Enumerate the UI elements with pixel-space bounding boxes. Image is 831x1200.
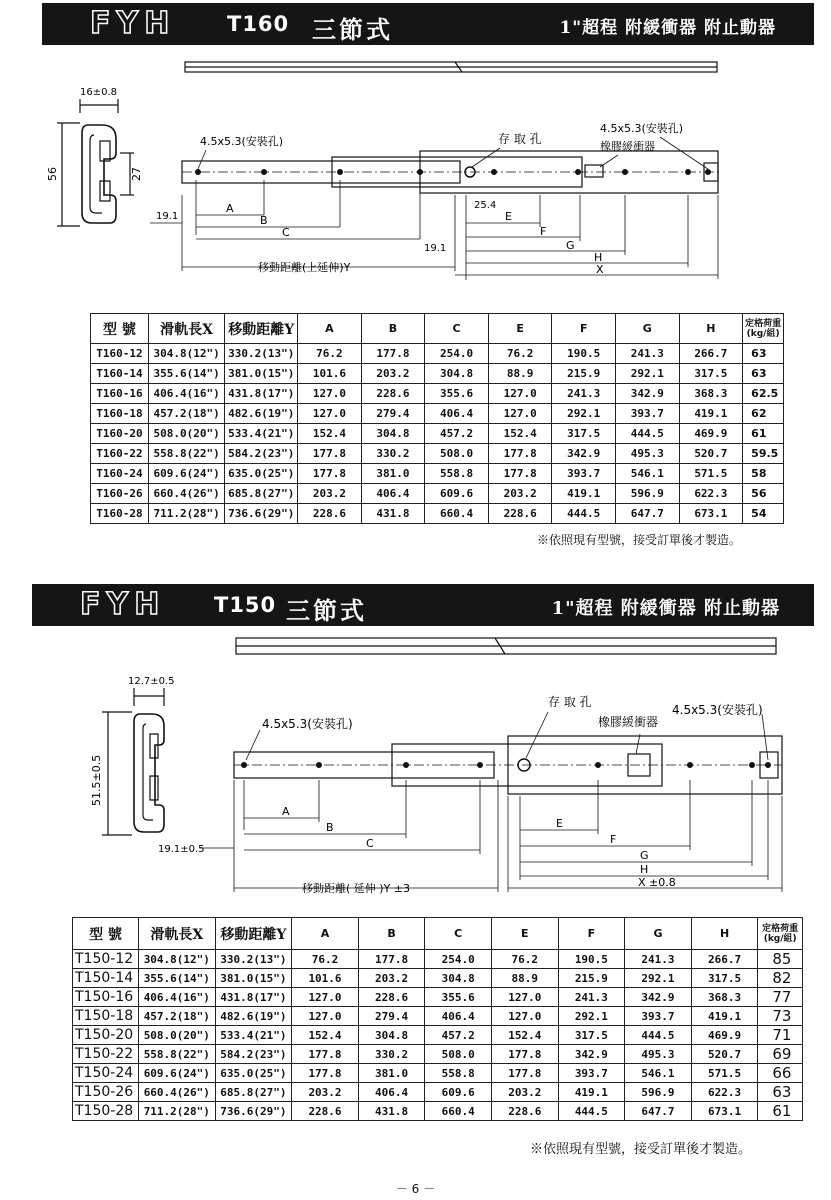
value-cell: 127.0: [488, 404, 552, 424]
rated-load-cell: 56: [743, 484, 784, 504]
rated-load-cell: 71: [758, 1026, 803, 1045]
value-cell: 381.0(15"): [225, 364, 298, 384]
value-cell: 406.4: [358, 1083, 425, 1102]
col-a: A: [298, 314, 362, 344]
value-cell: 736.6(29"): [215, 1102, 292, 1121]
rated-load-cell: 61: [743, 424, 784, 444]
dim-a-label: A: [282, 805, 290, 818]
value-cell: 355.6(14"): [148, 364, 225, 384]
value-cell: 419.1: [691, 1007, 758, 1026]
table-row: [91, 384, 784, 404]
value-cell: 317.5: [679, 364, 743, 384]
value-cell: 685.8(27"): [225, 484, 298, 504]
value-cell: 317.5: [552, 424, 616, 444]
value-cell: 317.5: [558, 1026, 625, 1045]
value-cell: 520.7: [691, 1045, 758, 1064]
value-cell: 571.5: [691, 1064, 758, 1083]
value-cell: 406.4: [425, 404, 489, 424]
col-travel-y: 移動距離Y: [225, 314, 298, 344]
table-row: [91, 464, 784, 484]
height-inner-label: 27: [130, 167, 143, 181]
value-cell: 215.9: [558, 969, 625, 988]
dim-c-label: C: [282, 226, 290, 239]
value-cell: 190.5: [552, 344, 616, 364]
table-row: [73, 969, 803, 988]
table-row: [73, 1064, 803, 1083]
value-cell: 127.0: [292, 1007, 359, 1026]
col-g: G: [616, 314, 680, 344]
dim-e-label: E: [556, 817, 563, 830]
value-cell: 254.0: [425, 344, 489, 364]
value-cell: 330.2: [361, 444, 425, 464]
model-cell: T150-16: [73, 988, 139, 1007]
value-cell: 495.3: [616, 444, 680, 464]
value-cell: 304.8: [358, 1026, 425, 1045]
col-length-x: 滑軌長X: [139, 918, 216, 950]
value-cell: 279.4: [361, 404, 425, 424]
dim-f-label: F: [610, 833, 617, 846]
value-cell: 190.5: [558, 950, 625, 969]
rated-load-cell: 62: [743, 404, 784, 424]
mounting-hole-left-label: 4.5x5.3(安裝孔): [262, 717, 353, 731]
value-cell: 571.5: [679, 464, 743, 484]
value-cell: 660.4(26"): [139, 1083, 216, 1102]
value-cell: 203.2: [488, 484, 552, 504]
col-rated-load: 定格荷重 (kg/組): [758, 918, 803, 950]
dim-19-left-label: 19.1: [156, 211, 179, 222]
value-cell: 558.8(22"): [148, 444, 225, 464]
value-cell: 228.6: [358, 988, 425, 1007]
col-b: B: [358, 918, 425, 950]
travel-y-label: 移動距離( 延伸 )Y ±3: [302, 882, 411, 895]
rated-load-cell: 66: [758, 1064, 803, 1083]
value-cell: 381.0: [361, 464, 425, 484]
col-b: B: [361, 314, 425, 344]
model-cell: T160-20: [91, 424, 149, 444]
value-cell: 292.1: [552, 404, 616, 424]
value-cell: 406.4(16"): [139, 988, 216, 1007]
value-cell: 635.0(25"): [215, 1064, 292, 1083]
table-row: [73, 1083, 803, 1102]
rated-load-cell: 85: [758, 950, 803, 969]
value-cell: 127.0: [491, 1007, 558, 1026]
t160-table-body: [91, 344, 784, 524]
value-cell: 622.3: [691, 1083, 758, 1102]
order-note: ※依照現有型號，接受訂單後才製造。: [537, 533, 742, 547]
model-cell: T160-12: [91, 344, 149, 364]
rated-load-cell: 58: [743, 464, 784, 484]
value-cell: 342.9: [552, 444, 616, 464]
rated-load-cell: 63: [743, 364, 784, 384]
fyh-logo: FYH: [80, 587, 166, 622]
value-cell: 177.8: [488, 464, 552, 484]
value-cell: 203.2: [361, 364, 425, 384]
value-cell: 508.0: [425, 1045, 492, 1064]
value-cell: 330.2: [358, 1045, 425, 1064]
dim-b-label: B: [326, 821, 334, 834]
value-cell: 647.7: [616, 504, 680, 524]
col-model: 型 號: [73, 918, 139, 950]
value-cell: 508.0(20"): [139, 1026, 216, 1045]
col-travel-y: 移動距離Y: [215, 918, 292, 950]
banner-kind: 三節式: [312, 15, 393, 44]
value-cell: 317.5: [691, 969, 758, 988]
value-cell: 241.3: [616, 344, 680, 364]
banner-model: T160: [227, 12, 290, 36]
model-cell: T160-18: [91, 404, 149, 424]
value-cell: 431.8: [361, 504, 425, 524]
dim-25-label: 25.4: [474, 200, 497, 211]
value-cell: 609.6(24"): [148, 464, 225, 484]
value-cell: 419.1: [679, 404, 743, 424]
value-cell: 152.4: [491, 1026, 558, 1045]
banner-features: 1"超程 附緩衝器 附止動器: [559, 18, 776, 38]
dim-b-label: B: [260, 214, 268, 227]
dim-19-label: 19.1±0.5: [158, 844, 205, 855]
value-cell: 533.4(21"): [225, 424, 298, 444]
value-cell: 76.2: [488, 344, 552, 364]
value-cell: 177.8: [361, 344, 425, 364]
value-cell: 419.1: [558, 1083, 625, 1102]
banner-model: T150: [214, 593, 277, 617]
value-cell: 609.6: [425, 484, 489, 504]
value-cell: 469.9: [691, 1026, 758, 1045]
value-cell: 482.6(19"): [225, 404, 298, 424]
travel-y-label: 移動距離(上延伸)Y: [258, 261, 351, 274]
banner-features: 1"超程 附緩衝器 附止動器: [551, 598, 780, 619]
col-h: H: [691, 918, 758, 950]
value-cell: 431.8: [358, 1102, 425, 1121]
value-cell: 469.9: [679, 424, 743, 444]
value-cell: 558.8: [425, 464, 489, 484]
value-cell: 546.1: [625, 1064, 692, 1083]
col-f: F: [558, 918, 625, 950]
rated-load-cell: 54: [743, 504, 784, 524]
model-cell: T150-28: [73, 1102, 139, 1121]
value-cell: 177.8: [292, 1064, 359, 1083]
rated-load-cell: 63: [743, 344, 784, 364]
model-cell: T150-22: [73, 1045, 139, 1064]
col-rated-load: 定格荷重 (kg/組): [743, 314, 784, 344]
value-cell: 127.0: [292, 988, 359, 1007]
value-cell: 431.8(17"): [215, 988, 292, 1007]
table-row: [91, 364, 784, 384]
height-total-label: 51.5±0.5: [90, 754, 103, 806]
rubber-bumper-label: 橡膠緩衝器: [600, 140, 655, 153]
value-cell: 482.6(19"): [215, 1007, 292, 1026]
value-cell: 647.7: [625, 1102, 692, 1121]
table-row: [73, 1102, 803, 1121]
dim-g-label: G: [640, 849, 649, 862]
value-cell: 101.6: [292, 969, 359, 988]
value-cell: 635.0(25"): [225, 464, 298, 484]
value-cell: 228.6: [298, 504, 362, 524]
model-cell: T160-28: [91, 504, 149, 524]
dim-g-label: G: [566, 239, 575, 252]
t150-drawing-svg: [0, 630, 831, 910]
value-cell: 660.4: [425, 504, 489, 524]
value-cell: 711.2(28"): [139, 1102, 216, 1121]
value-cell: 292.1: [625, 969, 692, 988]
value-cell: 203.2: [491, 1083, 558, 1102]
model-cell: T160-24: [91, 464, 149, 484]
t160-spec-table: [90, 313, 784, 524]
value-cell: 558.8: [425, 1064, 492, 1083]
value-cell: 444.5: [625, 1026, 692, 1045]
value-cell: 203.2: [298, 484, 362, 504]
value-cell: 520.7: [679, 444, 743, 464]
value-cell: 660.4: [425, 1102, 492, 1121]
value-cell: 228.6: [488, 504, 552, 524]
value-cell: 393.7: [558, 1064, 625, 1083]
dim-f-label: F: [540, 225, 547, 238]
value-cell: 584.2(23"): [225, 444, 298, 464]
table-row: [73, 988, 803, 1007]
rated-load-cell: 62.5: [743, 384, 784, 404]
dim-x-label: X ±0.8: [638, 876, 676, 889]
value-cell: 393.7: [552, 464, 616, 484]
value-cell: 342.9: [616, 384, 680, 404]
rated-load-cell: 82: [758, 969, 803, 988]
model-cell: T150-12: [73, 950, 139, 969]
value-cell: 304.8: [361, 424, 425, 444]
col-c: C: [425, 314, 489, 344]
value-cell: 203.2: [358, 969, 425, 988]
rated-load-cell: 69: [758, 1045, 803, 1064]
value-cell: 381.0: [358, 1064, 425, 1083]
value-cell: 431.8(17"): [225, 384, 298, 404]
value-cell: 584.2(23"): [215, 1045, 292, 1064]
col-e: E: [488, 314, 552, 344]
value-cell: 596.9: [625, 1083, 692, 1102]
value-cell: 76.2: [298, 344, 362, 364]
value-cell: 127.0: [491, 988, 558, 1007]
value-cell: 609.6(24"): [139, 1064, 216, 1083]
value-cell: 127.0: [488, 384, 552, 404]
value-cell: 152.4: [298, 424, 362, 444]
dim-19-mid-label: 19.1: [424, 243, 447, 254]
value-cell: 596.9: [616, 484, 680, 504]
value-cell: 368.3: [679, 384, 743, 404]
value-cell: 533.4(21"): [215, 1026, 292, 1045]
value-cell: 241.3: [625, 950, 692, 969]
value-cell: 177.8: [491, 1045, 558, 1064]
value-cell: 355.6: [425, 988, 492, 1007]
value-cell: 177.8: [292, 1045, 359, 1064]
value-cell: 292.1: [558, 1007, 625, 1026]
order-note: ※依照現有型號，接受訂單後才製造。: [530, 1142, 752, 1157]
value-cell: 355.6(14"): [139, 969, 216, 988]
value-cell: 88.9: [491, 969, 558, 988]
table-row: [73, 1026, 803, 1045]
value-cell: 254.0: [425, 950, 492, 969]
dim-c-label: C: [366, 837, 374, 850]
col-g: G: [625, 918, 692, 950]
model-cell: T160-22: [91, 444, 149, 464]
value-cell: 177.8: [298, 444, 362, 464]
value-cell: 304.8(12"): [139, 950, 216, 969]
value-cell: 622.3: [679, 484, 743, 504]
value-cell: 266.7: [679, 344, 743, 364]
col-c: C: [425, 918, 492, 950]
dim-e-label: E: [505, 210, 512, 223]
mounting-hole-left-label: 4.5x5.3(安裝孔): [200, 135, 284, 148]
value-cell: 127.0: [298, 404, 362, 424]
t150-banner: [32, 584, 814, 626]
value-cell: 736.6(29"): [225, 504, 298, 524]
value-cell: 304.8(12"): [148, 344, 225, 364]
value-cell: 88.9: [488, 364, 552, 384]
value-cell: 152.4: [488, 424, 552, 444]
value-cell: 342.9: [558, 1045, 625, 1064]
table-row: [91, 484, 784, 504]
value-cell: 393.7: [616, 404, 680, 424]
value-cell: 304.8: [425, 364, 489, 384]
value-cell: 228.6: [491, 1102, 558, 1121]
value-cell: 660.4(26"): [148, 484, 225, 504]
value-cell: 292.1: [616, 364, 680, 384]
value-cell: 457.2: [425, 424, 489, 444]
value-cell: 406.4(16"): [148, 384, 225, 404]
value-cell: 203.2: [292, 1083, 359, 1102]
value-cell: 558.8(22"): [139, 1045, 216, 1064]
model-cell: T150-24: [73, 1064, 139, 1083]
value-cell: 177.8: [298, 464, 362, 484]
value-cell: 266.7: [691, 950, 758, 969]
rated-load-cell: 59.5: [743, 444, 784, 464]
value-cell: 419.1: [552, 484, 616, 504]
value-cell: 177.8: [488, 444, 552, 464]
value-cell: 457.2(18"): [139, 1007, 216, 1026]
value-cell: 241.3: [552, 384, 616, 404]
value-cell: 673.1: [691, 1102, 758, 1121]
dim-h-label: H: [640, 863, 649, 876]
rated-load-cell: 61: [758, 1102, 803, 1121]
value-cell: 457.2(18"): [148, 404, 225, 424]
table-row: [73, 1045, 803, 1064]
col-h: H: [679, 314, 743, 344]
mounting-hole-right-label: 4.5x5.3(安裝孔): [600, 122, 684, 135]
table-row: [91, 404, 784, 424]
value-cell: 279.4: [358, 1007, 425, 1026]
col-e: E: [491, 918, 558, 950]
value-cell: 228.6: [292, 1102, 359, 1121]
value-cell: 711.2(28"): [148, 504, 225, 524]
value-cell: 76.2: [292, 950, 359, 969]
dim-a-label: A: [226, 202, 234, 215]
value-cell: 457.2: [425, 1026, 492, 1045]
fyh-logo: FYH: [90, 6, 176, 41]
model-cell: T150-20: [73, 1026, 139, 1045]
t160-drawing-svg: [0, 55, 831, 305]
model-cell: T160-26: [91, 484, 149, 504]
value-cell: 304.8: [425, 969, 492, 988]
value-cell: 381.0(15"): [215, 969, 292, 988]
value-cell: 444.5: [616, 424, 680, 444]
value-cell: 444.5: [552, 504, 616, 524]
col-length-x: 滑軌長X: [148, 314, 225, 344]
table-row: [91, 444, 784, 464]
access-hole-label: 存 取 孔: [498, 132, 542, 146]
col-f: F: [552, 314, 616, 344]
model-cell: T150-14: [73, 969, 139, 988]
value-cell: 495.3: [625, 1045, 692, 1064]
value-cell: 368.3: [691, 988, 758, 1007]
value-cell: 76.2: [491, 950, 558, 969]
value-cell: 101.6: [298, 364, 362, 384]
value-cell: 609.6: [425, 1083, 492, 1102]
rated-load-cell: 73: [758, 1007, 803, 1026]
table-row: [91, 344, 784, 364]
table-row: [73, 950, 803, 969]
table-row: [91, 504, 784, 524]
height-total-label: 56: [46, 167, 59, 181]
value-cell: 241.3: [558, 988, 625, 1007]
value-cell: 177.8: [491, 1064, 558, 1083]
col-a: A: [292, 918, 359, 950]
rated-load-cell: 77: [758, 988, 803, 1007]
value-cell: 152.4: [292, 1026, 359, 1045]
value-cell: 406.4: [361, 484, 425, 504]
value-cell: 406.4: [425, 1007, 492, 1026]
col-model: 型 號: [91, 314, 149, 344]
table-row: [91, 424, 784, 444]
value-cell: 393.7: [625, 1007, 692, 1026]
model-cell: T160-16: [91, 384, 149, 404]
dim-h-label: H: [594, 251, 603, 264]
value-cell: 228.6: [361, 384, 425, 404]
mounting-hole-right-label: 4.5x5.3(安裝孔): [672, 703, 763, 717]
banner-kind: 三節式: [286, 596, 367, 625]
model-cell: T150-26: [73, 1083, 139, 1102]
value-cell: 546.1: [616, 464, 680, 484]
rubber-bumper-label: 橡膠緩衝器: [598, 715, 659, 729]
table-header-row: [73, 918, 803, 950]
value-cell: 215.9: [552, 364, 616, 384]
value-cell: 444.5: [558, 1102, 625, 1121]
rated-load-cell: 63: [758, 1083, 803, 1102]
value-cell: 330.2(13"): [225, 344, 298, 364]
value-cell: 508.0(20"): [148, 424, 225, 444]
value-cell: 685.8(27"): [215, 1083, 292, 1102]
value-cell: 127.0: [298, 384, 362, 404]
value-cell: 177.8: [358, 950, 425, 969]
value-cell: 330.2(13"): [215, 950, 292, 969]
page-number: － 6 －: [395, 1182, 436, 1196]
value-cell: 508.0: [425, 444, 489, 464]
t160-banner: [42, 3, 814, 45]
t150-drawing: [0, 630, 831, 910]
t160-drawing: [0, 55, 831, 305]
model-cell: T160-14: [91, 364, 149, 384]
dim-x-label: X: [596, 263, 604, 276]
model-cell: T150-18: [73, 1007, 139, 1026]
t150-table-body: [73, 950, 803, 1121]
width-dim-label: 12.7±0.5: [128, 676, 175, 687]
value-cell: 355.6: [425, 384, 489, 404]
table-row: [73, 1007, 803, 1026]
width-dim-label: 16±0.8: [80, 87, 118, 98]
t150-spec-table: [72, 917, 803, 1121]
value-cell: 673.1: [679, 504, 743, 524]
access-hole-label: 存 取 孔: [548, 695, 592, 709]
value-cell: 342.9: [625, 988, 692, 1007]
table-header-row: [91, 314, 784, 344]
